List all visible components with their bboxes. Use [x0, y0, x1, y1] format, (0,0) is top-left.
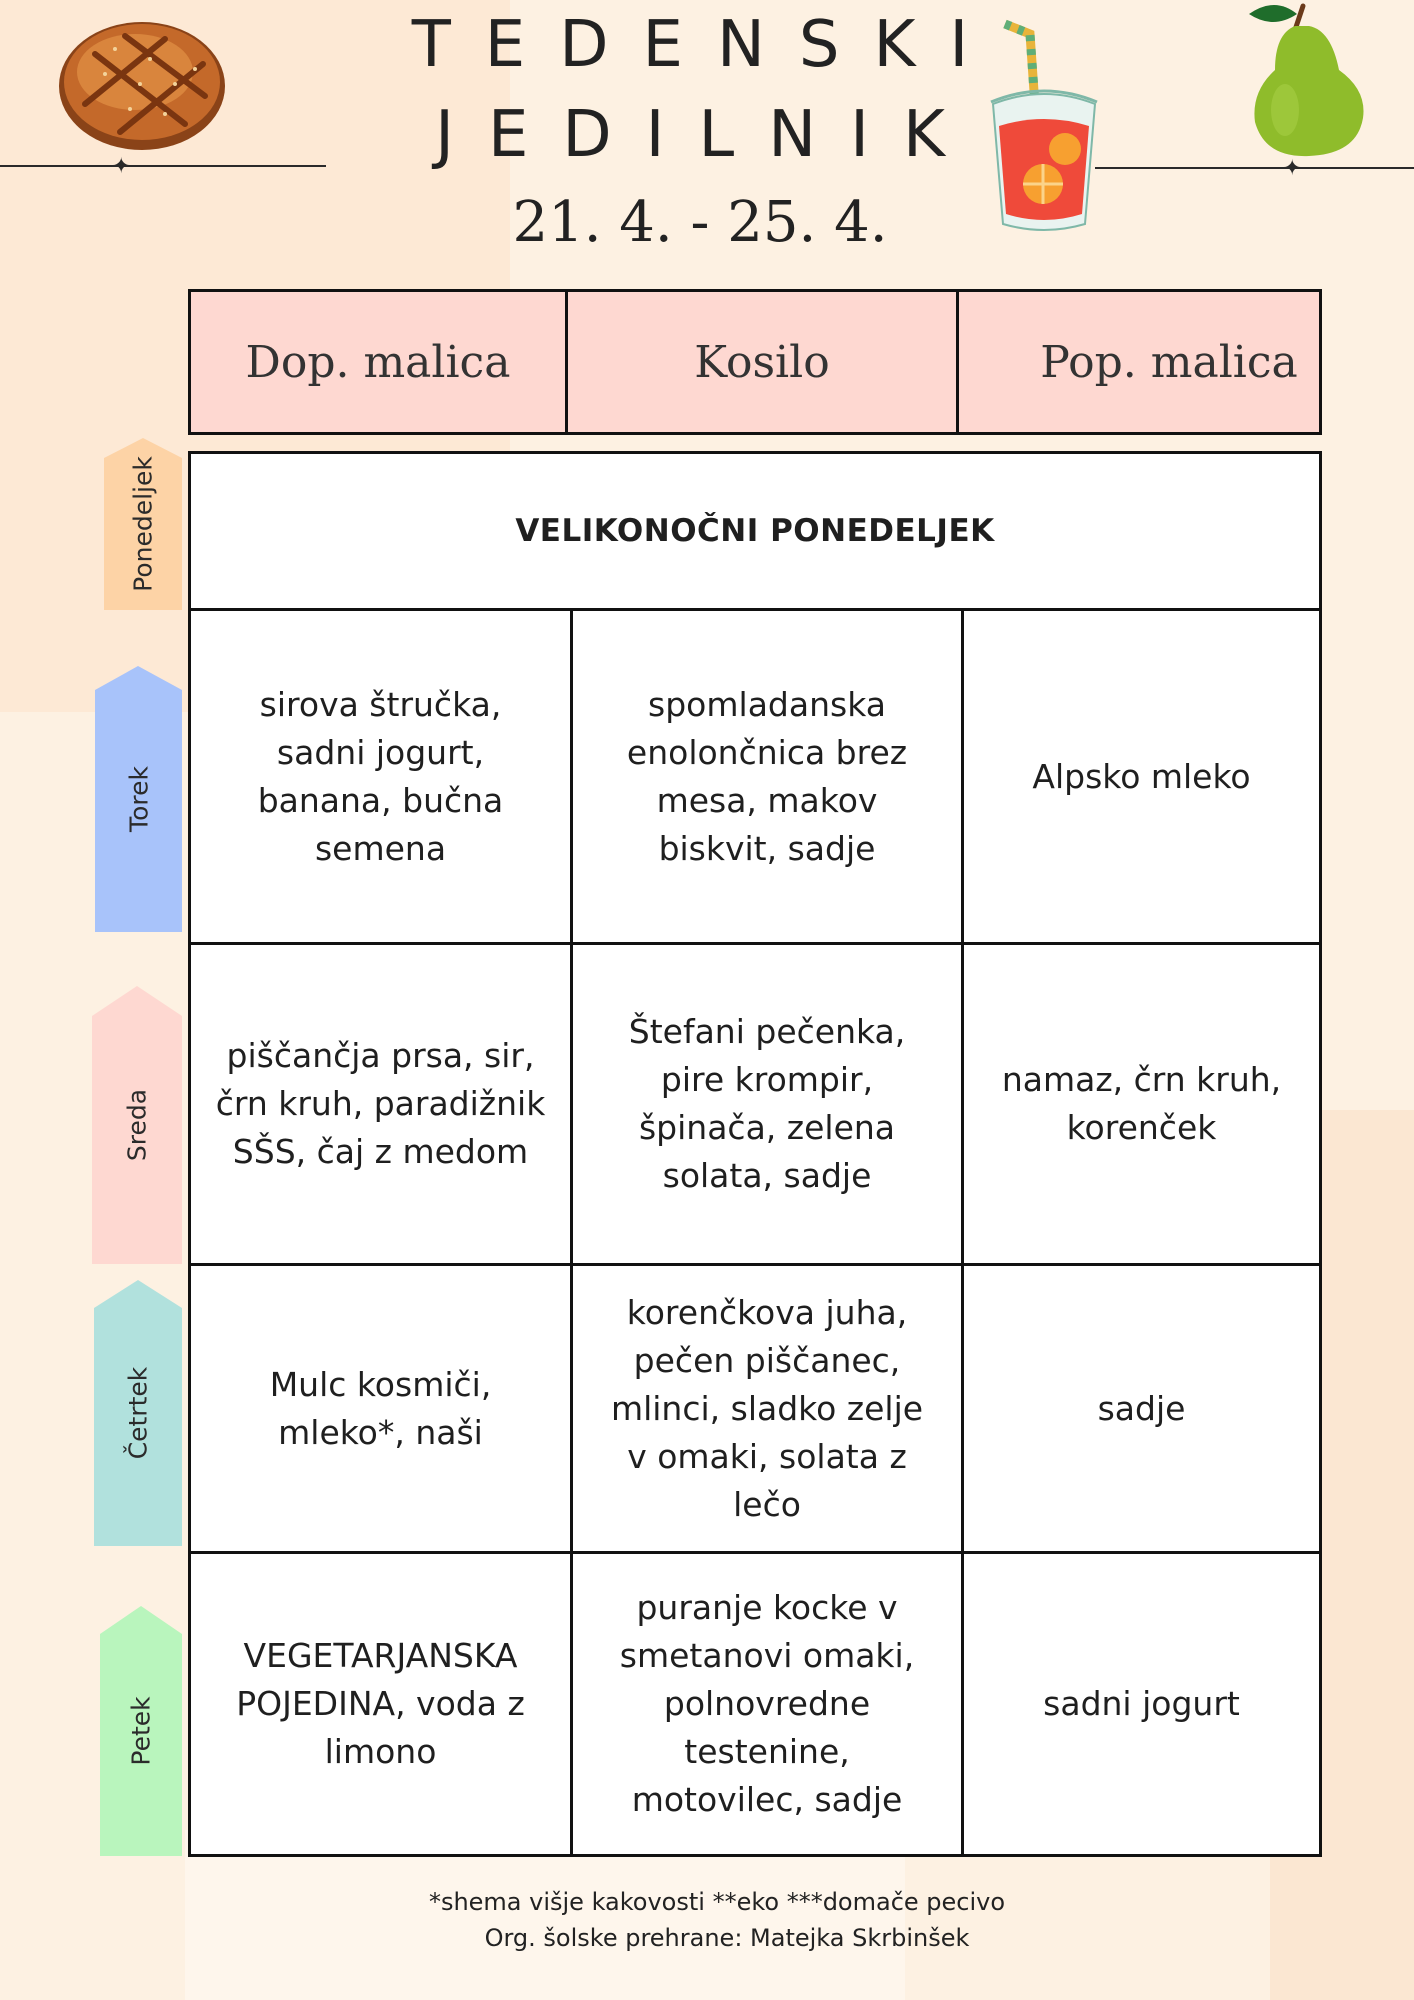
menu-table	[188, 451, 1322, 1857]
meal-cell: puranje kocke v smetanovi omaki, polnovredne testenine, motovilec, sadje	[570, 1554, 961, 1854]
page-title: JEDILNIK	[435, 98, 979, 172]
day-tab-tuesday	[95, 666, 182, 932]
table-row-wednesday	[191, 945, 1319, 1266]
day-label: Torek	[124, 766, 153, 832]
meal-cell: piščančja prsa, sir, črn kruh, paradižnik SŠS, čaj z medom	[215, 1036, 546, 1171]
day-label: Petek	[126, 1696, 156, 1766]
date-range: 21. 4. - 25. 4.	[512, 190, 888, 255]
footnote-organizer: Org. šolske prehrane: Matejka Skrbinšek	[484, 1924, 970, 1952]
sparkle-star-icon: ✦	[112, 153, 131, 178]
table-row-tuesday	[191, 611, 1319, 945]
day-tab-monday	[104, 438, 182, 610]
meal-cell: sadje	[961, 1266, 1319, 1551]
meal-cell: Mulc kosmiči, mleko*, naši	[269, 1364, 492, 1452]
table-row-thursday	[191, 1266, 1319, 1554]
meal-cell: namaz, črn kruh, korenček	[961, 945, 1319, 1263]
column-header-lunch: Kosilo	[568, 289, 959, 435]
table-row-monday	[191, 454, 1319, 611]
page-title: TEDENSKI	[411, 8, 1003, 82]
table-row-friday	[191, 1554, 1319, 1854]
day-tab-thursday	[94, 1280, 182, 1546]
meal-cell: Alpsko mleko	[961, 611, 1319, 942]
column-header-morning-snack: Dop. malica	[188, 289, 568, 435]
meal-cell: VEGETARJANSKA POJEDINA, voda z limono	[236, 1636, 525, 1771]
meal-cell: sadni jogurt	[961, 1554, 1319, 1854]
meal-cell: sirova štručka, sadni jogurt, banana, bučna semena	[257, 684, 504, 868]
footnote-legend: *shema višje kakovosti **eko ***domače pecivo	[428, 1888, 1006, 1916]
day-label: Ponedeljek	[128, 456, 158, 592]
day-tab-wednesday	[92, 986, 182, 1264]
day-tab-friday	[100, 1606, 182, 1856]
meal-cell: spomladanska enolončnica brez mesa, makov biskvit, sadje	[570, 611, 961, 942]
column-header-afternoon-snack: Pop. malica	[959, 289, 1322, 435]
holiday-cell: VELIKONOČNI PONEDELJEK	[515, 513, 995, 549]
day-label: Sreda	[122, 1088, 152, 1162]
meal-cell: korenčkova juha, pečen piščanec, mlinci, sladko zelje v omaki, solata z lečo	[570, 1266, 961, 1551]
sparkle-star-icon: ✦	[1283, 155, 1302, 180]
meal-cell: Štefani pečenka, pire krompir, špinača, zelena solata, sadje	[570, 945, 961, 1263]
day-label: Četrtek	[123, 1366, 153, 1460]
column-header-row	[188, 289, 1322, 435]
